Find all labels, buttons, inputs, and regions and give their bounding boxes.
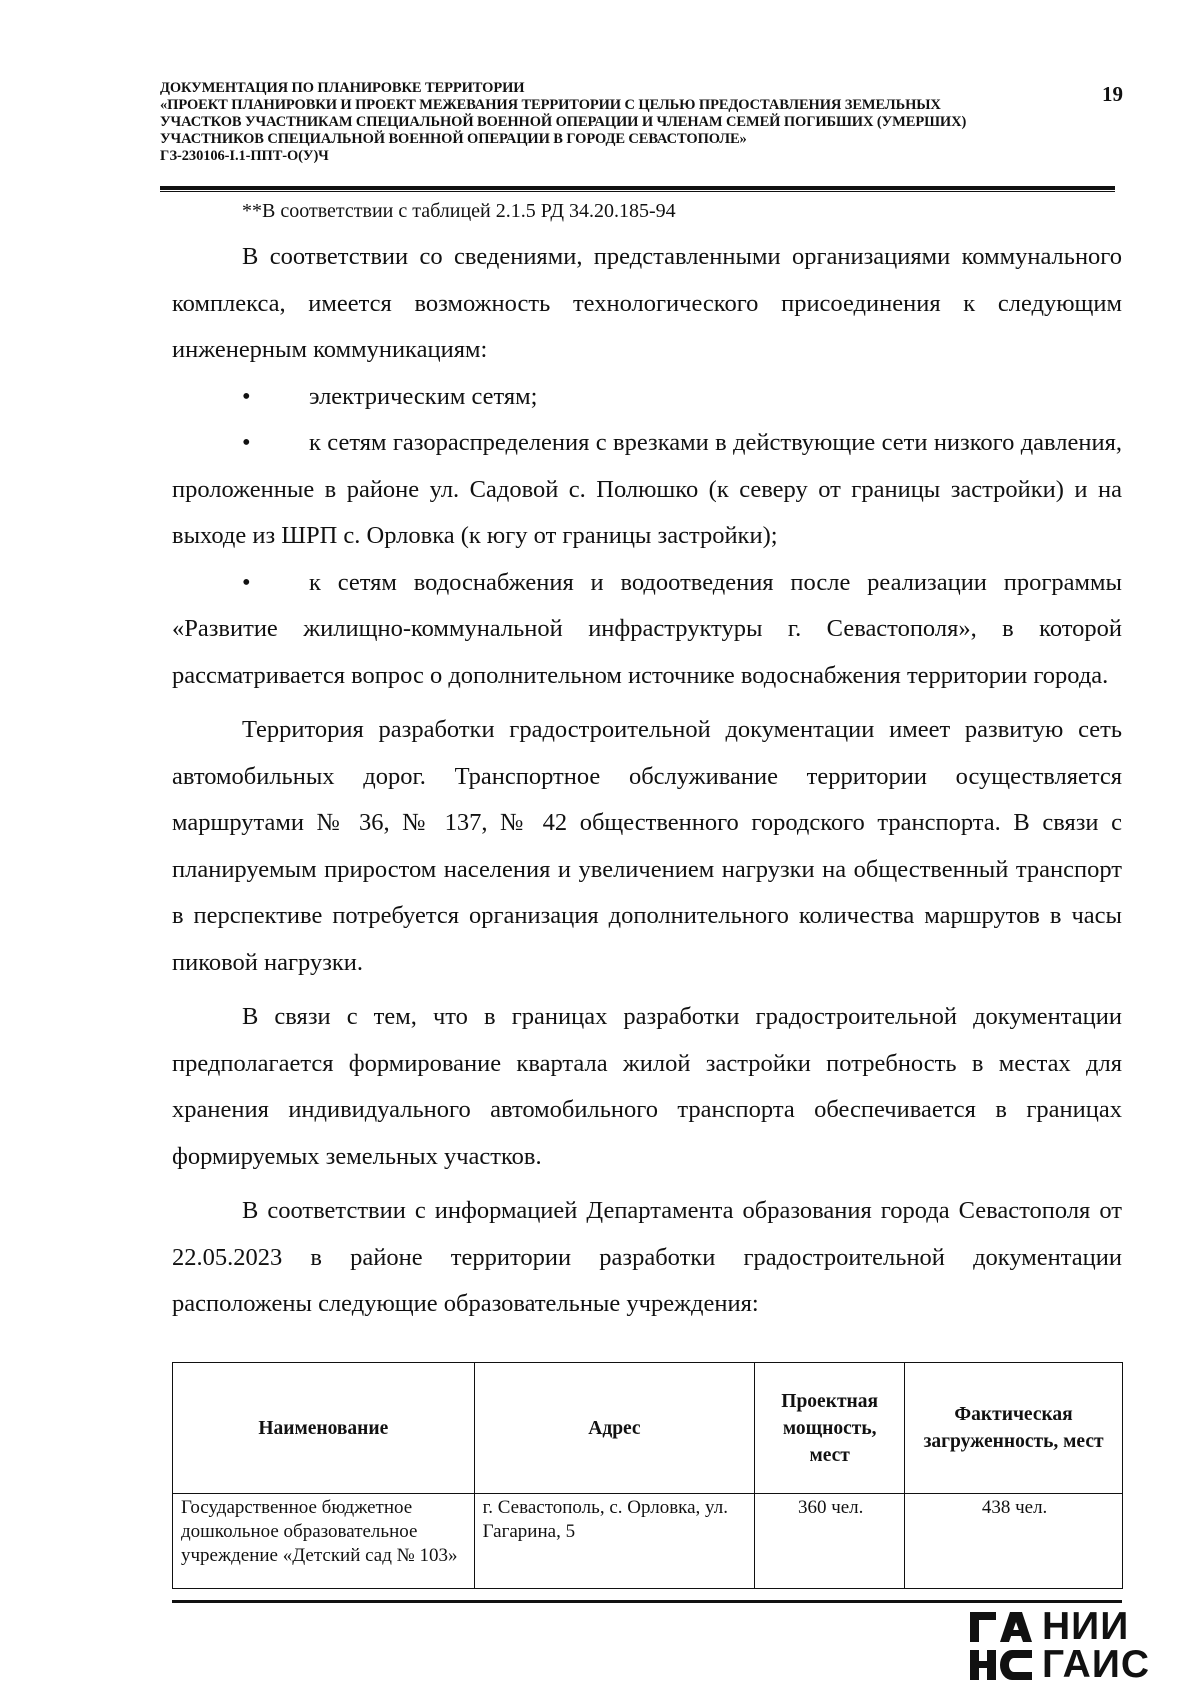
bullet-icon: •	[242, 429, 251, 456]
bullet-icon: •	[242, 382, 251, 410]
header-line: ГЗ-230106-I.1-ППТ-О(У)Ч	[160, 148, 329, 164]
table-cell: 360 чел.	[755, 1494, 905, 1589]
header-line: ДОКУМЕНТАЦИЯ ПО ПЛАНИРОВКЕ ТЕРРИТОРИИ	[160, 80, 525, 96]
document-header	[160, 80, 1080, 165]
header-divider-thin	[160, 191, 1115, 192]
column-header: Проектная мощность, мест	[755, 1363, 905, 1494]
table-header-row	[173, 1363, 1123, 1494]
bullet-item	[172, 420, 1122, 560]
header-line: «ПРОЕКТ ПЛАНИРОВКИ И ПРОЕКТ МЕЖЕВАНИЯ ТЕРРИТОРИИ С ЦЕЛЬЮ ПРЕДОСТАВЛЕНИЯ ЗЕМЕЛЬНЫХ	[160, 97, 941, 113]
bullet-text: к сетям водоснабжения и водоотведения после реализации программы «Развитие жилищно-коммунальной инфраструктуры г. Севастополя», в которой рассматривается вопрос о дополнительном источнике водоснабжения территории города.	[172, 568, 1122, 689]
bullet-item	[172, 374, 1122, 421]
header-line: УЧАСТКОВ УЧАСТНИКАМ СПЕЦИАЛЬНОЙ ВОЕННОЙ ОПЕРАЦИИ И ЧЛЕНАМ СЕМЕЙ ПОГИБШИХ (УМЕРШИХ)	[160, 114, 967, 130]
bullet-text: электрическим сетям;	[309, 382, 538, 410]
footnote: **В соответствии с таблицей 2.1.5 РД 34.20.185-94	[242, 200, 676, 222]
table-cell: Государственное бюджетное дошкольное образовательное учреждение «Детский сад № 103»	[173, 1494, 475, 1589]
header-divider	[160, 186, 1115, 190]
column-header: Адрес	[474, 1363, 755, 1494]
paragraph: В соответствии со сведениями, представленными организациями коммунального комплекса, имеется возможность технологического присоединения к следующим инженерным коммуникациям:	[172, 243, 1122, 363]
table-cell: г. Севастополь, с. Орловка, ул. Гагарина, 5	[474, 1494, 755, 1589]
paragraph: В соответствии с информацией Департамента образования города Севастополя от 22.05.2023 в районе территории разработки градостроительной документации расположены следующие образовательные учреждения:	[172, 1197, 1122, 1317]
body-text	[172, 234, 1122, 1328]
header-line: УЧАСТНИКОВ СПЕЦИАЛЬНОЙ ВОЕННОЙ ОПЕРАЦИИ В ГОРОДЕ СЕВАСТОПОЛЕ»	[160, 131, 747, 147]
bullet-text: к сетям газораспределения с врезками в действующие сети низкого давления, проложенные в районе ул. Садовой с. Полюшко (к северу от границы застройки) и на выходе из ШРП с. Орловка (к югу от границы застройки);	[172, 429, 1122, 549]
table-row	[173, 1494, 1123, 1589]
logo-line: НИИ	[1042, 1605, 1130, 1648]
column-header: Наименование	[173, 1363, 475, 1494]
bullet-item	[172, 560, 1122, 700]
footer-divider	[172, 1600, 1122, 1603]
paragraph: Территория разработки градостроительной документации имеет развитую сеть автомобильных дорог. Транспортное обслуживание территории осуществляется маршрутами № 36, № 137, № 42 общественного городского транспорта. В связи с планируемым приростом населения и увеличением нагрузки на общественный транспорт в перспективе потребуется организация дополнительного количества маршрутов в часы пиковой нагрузки.	[172, 716, 1122, 976]
logo-wordmark	[1042, 1605, 1151, 1686]
logo-line: ГАИС	[1042, 1643, 1151, 1686]
bullet-icon: •	[242, 568, 251, 596]
column-header: Фактическая загруженность, мест	[905, 1363, 1123, 1494]
table-cell: 438 чел.	[905, 1494, 1123, 1589]
page-number: 19	[1102, 82, 1123, 106]
logo-mark	[970, 1612, 1032, 1680]
paragraph: В связи с тем, что в границах разработки градостроительной документации предполагается формирование квартала жилой застройки потребность в местах для хранения индивидуального автомобильного транспорта обеспечивается в границах формируемых земельных участков.	[172, 1003, 1122, 1170]
education-table	[172, 1362, 1123, 1589]
